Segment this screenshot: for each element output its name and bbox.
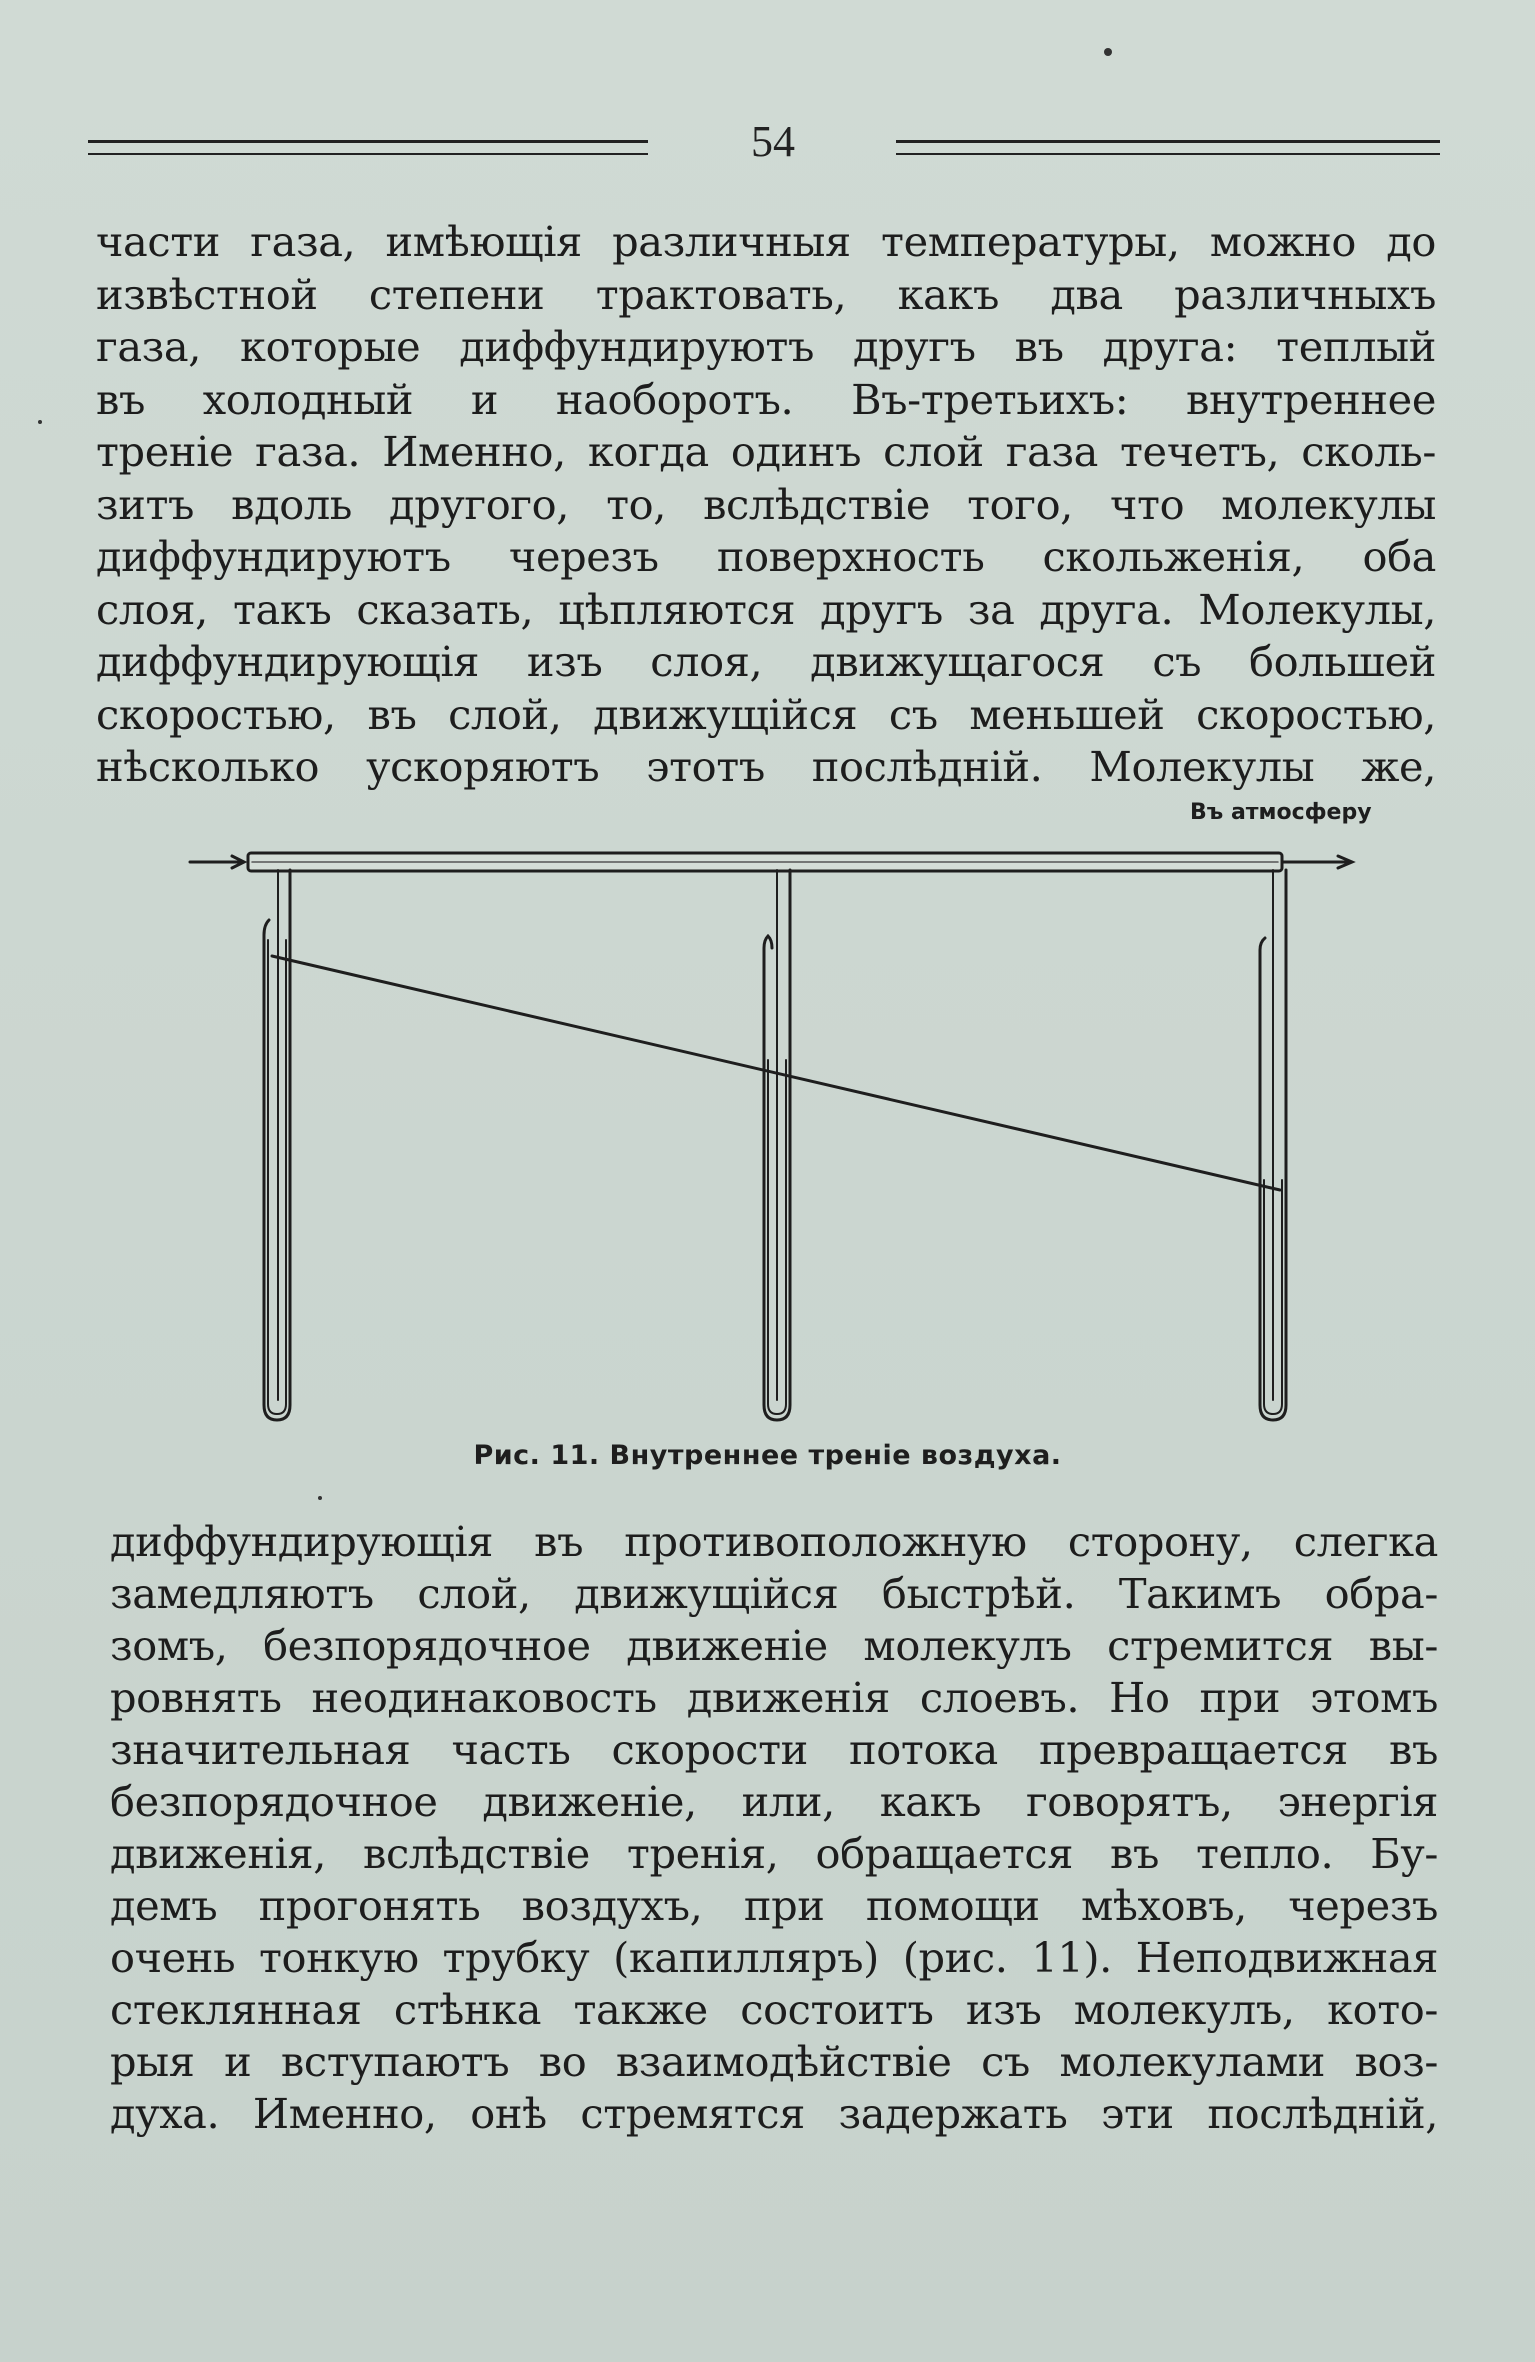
figure-11: [180, 800, 1380, 1440]
capillary-illustration: [180, 800, 1380, 1440]
page-number: 54: [751, 117, 795, 166]
text-line: газа, которые диффундируютъ другъ въ друга: теплый: [96, 322, 1436, 371]
text-line: безпорядочное движеніе, или, какъ говорятъ, энергія: [110, 1777, 1438, 1826]
text-line: диффундирующія въ противоположную сторону, слегка: [110, 1517, 1438, 1566]
ink-speck: [318, 1496, 322, 1500]
text-line: скоростью, въ слой, движущійся съ меньшей скоростью,: [96, 689, 1436, 739]
text-line: въ холодный и наоборотъ. Въ-третьихъ: внутреннее: [96, 374, 1436, 424]
text-line: зомъ, безпорядочное движеніе молекулъ стремится вы-: [110, 1621, 1438, 1670]
ink-speck: [1104, 48, 1112, 56]
figure-label-atmosphere: Въ атмосферу: [1190, 800, 1372, 825]
ink-speck: [38, 420, 42, 424]
header-rule-right: [896, 140, 1440, 155]
text-line: извѣстной степени трактовать, какъ два различныхъ: [96, 269, 1436, 319]
manometer-left: [264, 870, 290, 1420]
manometer-middle: [764, 870, 790, 1420]
paragraph-top: [96, 216, 1436, 794]
text-line: зитъ вдоль другого, то, вслѣдствіе того, что молекулы: [96, 479, 1436, 529]
text-line: значительная часть скорости потока превращается въ: [110, 1725, 1438, 1774]
text-line: демъ прогонять воздухъ, при помощи мѣховъ, черезъ: [110, 1881, 1438, 1930]
text-line: нѣсколько ускоряютъ этотъ послѣдній. Молекулы же,: [96, 742, 1436, 791]
page-header: [88, 110, 1440, 180]
text-line: стеклянная стѣнка также состоитъ изъ молекулъ, кото-: [110, 1985, 1438, 2034]
text-line: ровнять неодинаковость движенія слоевъ. Но при этомъ: [110, 1673, 1438, 1722]
text-line: движенія, вслѣдствіе тренія, обращается въ тепло. Бу-: [110, 1829, 1438, 1878]
text-line: духа. Именно, онѣ стремятся задержать эти послѣдній,: [110, 2089, 1438, 2138]
header-rule-left: [88, 140, 648, 155]
paragraph-bottom: [110, 1516, 1438, 2140]
manometer-right: [1260, 870, 1286, 1420]
text-line: слоя, такъ сказать, цѣпляются другъ за друга. Молекулы,: [96, 584, 1436, 634]
text-line: рыя и вступаютъ во взаимодѣйствіе съ молекулами воз-: [110, 2037, 1438, 2086]
text-line: диффундируютъ черезъ поверхность скольженія, оба: [96, 532, 1436, 581]
text-line: треніе газа. Именно, когда одинъ слой газа течетъ, сколь-: [96, 427, 1436, 476]
text-line: замедляютъ слой, движущійся быстрѣй. Такимъ обра-: [110, 1569, 1438, 1618]
figure-caption: Рис. 11. Внутреннее треніе воздуха.: [473, 1440, 1062, 1471]
text-line: диффундирующія изъ слоя, движущагося съ большей: [96, 637, 1436, 686]
text-line: части газа, имѣющія различныя температуры, можно до: [96, 217, 1436, 266]
text-line: очень тонкую трубку (капилляръ) (рис. 11). Неподвижная: [110, 1933, 1438, 1982]
